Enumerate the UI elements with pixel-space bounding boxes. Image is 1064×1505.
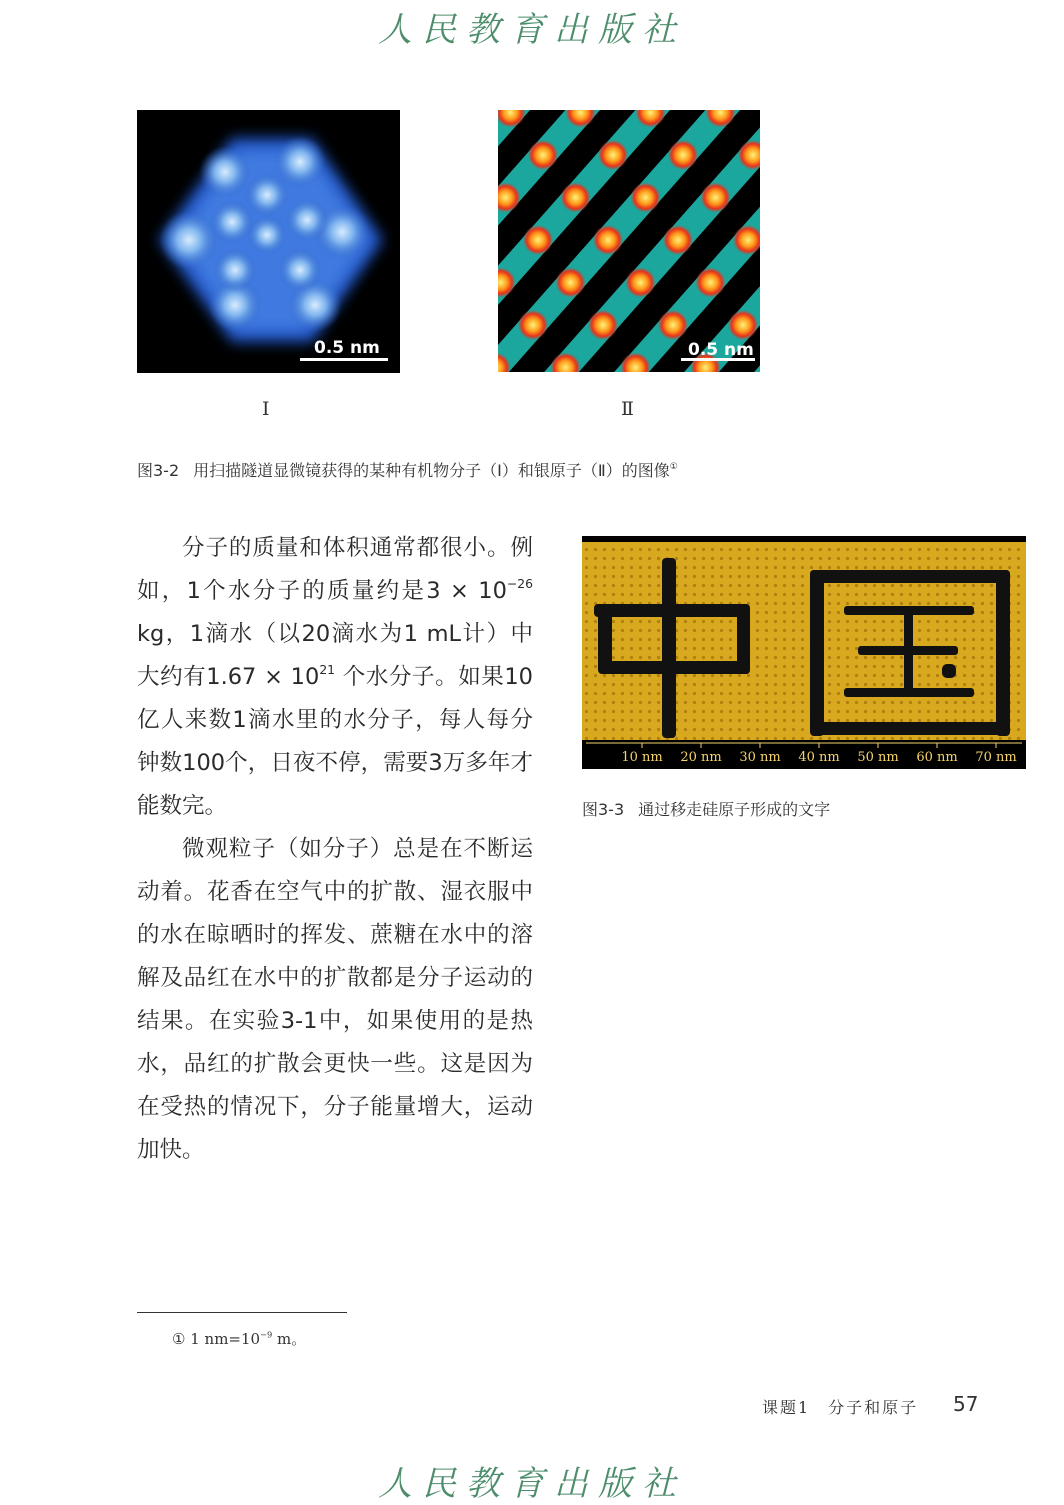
scale-bar	[300, 358, 388, 361]
stm-image-molecule	[137, 110, 400, 373]
footnote-text: 1 nm=10	[190, 1330, 261, 1348]
caption-text: 用扫描隧道显微镜获得的某种有机物分子（Ⅰ）和银原子（Ⅱ）的图像	[193, 461, 670, 480]
page-number: 57	[953, 1392, 979, 1416]
silver-atom	[523, 225, 553, 255]
silver-atom	[561, 183, 591, 213]
scale-bar-label: 0.5 nm	[314, 338, 380, 358]
silver-atom	[528, 140, 558, 170]
ruler-tick-label: 50 nm	[857, 750, 899, 765]
footnote-ref: ①	[669, 461, 678, 472]
figure-3-2-caption	[137, 458, 678, 481]
caption-number: 图3-2	[137, 461, 180, 480]
silver-atom	[701, 183, 731, 213]
figure-label-2: Ⅱ	[621, 398, 634, 420]
stm-image-silver-atoms	[498, 110, 760, 372]
paragraph-1-part2: kg，1滴水（以20滴水为1 mL计）中大约有1.67 × 10	[137, 621, 533, 690]
footnote-text-end: m。	[272, 1330, 307, 1348]
scale-bar-label: 0.5 nm	[688, 340, 754, 360]
silver-atom	[696, 268, 726, 298]
ruler-tick-label: 60 nm	[916, 750, 958, 765]
publisher-logo-top: 人民教育出版社	[378, 10, 686, 50]
silver-atom	[593, 225, 623, 255]
paragraph-1-part1: 分子的质量和体积通常都很小。例如，1个水分子的质量约是3 × 10	[137, 535, 533, 604]
ruler-tick-label: 20 nm	[680, 750, 722, 765]
silver-atom	[588, 310, 618, 340]
ruler-tick-label: 40 nm	[798, 750, 840, 765]
silver-atom	[658, 310, 688, 340]
silver-atom	[728, 310, 758, 340]
paragraph-molecule-motion: 微观粒子（如分子）总是在不断运动着。花香在空气中的扩散、湿衣服中的水在晾晒时的挥发、蔗糖在水中的溶解及品红在水中的扩散都是分子运动的结果。在实验3-1中，如果使用的是热水，品红的扩散会更快一些。这是因为在受热的情况下，分子能量增大，运动加快。	[137, 836, 533, 1163]
caption-number: 图3-3	[582, 800, 625, 819]
figure-label-1: Ⅰ	[262, 398, 270, 420]
silver-atom	[556, 268, 586, 298]
footnote-marker: ①	[172, 1330, 186, 1348]
publisher-logo-bottom: 人民教育出版社	[378, 1464, 686, 1504]
figure-3-3-caption	[582, 797, 830, 820]
section-title: 课题1 分子和原子	[762, 1398, 919, 1417]
exponent: −9	[260, 1329, 273, 1340]
paragraph-molecule-size	[137, 527, 533, 828]
silver-atom	[626, 268, 656, 298]
silicon-atom-text-image	[582, 536, 1026, 769]
silver-atom	[668, 140, 698, 170]
body-text-column	[137, 527, 533, 1172]
silver-atom	[518, 310, 548, 340]
footnote	[172, 1328, 306, 1349]
ruler-tick-label: 10 nm	[621, 750, 663, 765]
paragraph-1-part3: 个水分子。如果10亿人来数1滴水里的水分子，每人每分钟数100个，日夜不停，需要3万多年才能数完。	[137, 664, 533, 819]
caption-text: 通过移走硅原子形成的文字	[638, 800, 831, 819]
silver-atom	[631, 183, 661, 213]
ruler-tick-label: 30 nm	[739, 750, 781, 765]
footnote-divider	[137, 1312, 347, 1313]
silver-atom	[663, 225, 693, 255]
exponent: 21	[319, 663, 336, 678]
silver-atom	[598, 140, 628, 170]
ruler-tick-label: 70 nm	[975, 750, 1017, 765]
exponent: −26	[506, 577, 533, 592]
